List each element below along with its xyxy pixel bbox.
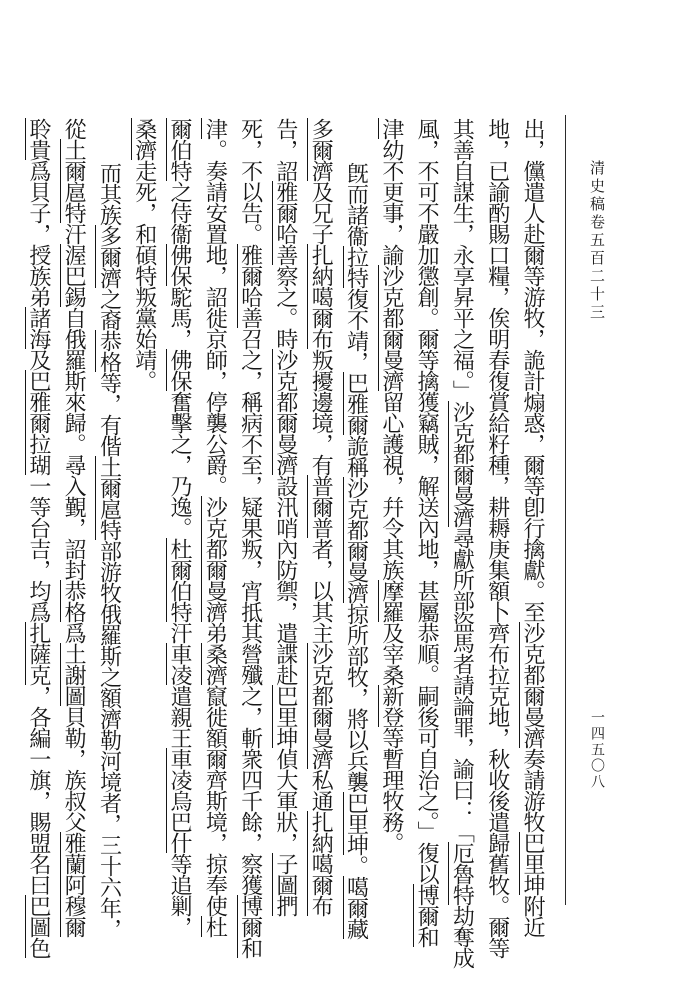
text-segment: 偵大軍狀， <box>272 748 298 853</box>
proper-name-text: 扎薩克 <box>25 622 51 685</box>
text-segment: 弟 <box>202 622 228 643</box>
text-column <box>162 118 197 937</box>
proper-name-text: 桑濟 <box>131 118 157 160</box>
proper-name-text: 津 <box>202 118 228 139</box>
proper-name-text: 厄魯特 <box>449 842 475 905</box>
text-segment: 復不靖， <box>343 288 369 372</box>
proper-name-text: 爾伯特 <box>167 118 193 181</box>
text-segment: 死，不以告。 <box>237 118 263 244</box>
text-segment: 劫奪成 <box>449 905 475 968</box>
text-segment: 貝勒，族叔父 <box>61 706 87 832</box>
text-segment: 者，以其主 <box>308 538 334 643</box>
text-segment: 詭稱 <box>343 435 369 477</box>
proper-name-text: 多爾濟 <box>308 118 334 181</box>
proper-name-text: 扎納噶爾布 <box>308 244 334 349</box>
text-segment: 汗 <box>167 622 193 643</box>
header-divider-rule <box>565 115 566 905</box>
proper-name-text: 雅爾哈善 <box>237 244 263 328</box>
proper-name-text: 沙克都爾曼濟 <box>449 401 475 527</box>
text-segment: 察之。時 <box>272 265 298 349</box>
text-column <box>444 118 479 968</box>
text-segment: 幼不更事，諭 <box>378 139 404 265</box>
proper-name-text: 巴里坤 <box>520 832 545 895</box>
text-segment: 汗 <box>61 223 87 244</box>
proper-name-text: 車凌 <box>167 643 193 685</box>
proper-name-text: 雅蘭阿穆爾 <box>61 832 87 937</box>
text-segment: 部游牧俄羅斯之額濟勒河境者，三十六年， <box>96 540 122 939</box>
proper-name-text: 杜爾伯特 <box>167 538 193 622</box>
text-segment: 掠所部牧，將以兵襲 <box>343 603 369 792</box>
proper-name-text: 沙克都爾曼濟 <box>202 496 228 622</box>
text-segment: 附近 <box>520 895 545 937</box>
text-segment: 。 <box>343 855 369 876</box>
text-column <box>268 118 303 918</box>
proper-name-text: 雅爾哈善 <box>272 181 298 265</box>
text-column <box>338 118 373 939</box>
text-segment: 設汛哨內防禦，遣諜赴 <box>272 475 298 685</box>
proper-name-text: 津 <box>378 118 404 139</box>
text-segment: 爲貝子，授族弟 <box>25 160 51 307</box>
page-number: 一四五〇八 <box>589 710 605 790</box>
text-segment: 及兄子 <box>308 181 334 244</box>
proper-name-text: 摩羅 <box>378 580 404 622</box>
proper-name-text: 桑濟 <box>202 643 228 685</box>
proper-name-text: 博爾和 <box>237 895 263 958</box>
text-column <box>515 118 550 937</box>
text-column <box>374 118 409 918</box>
proper-name-text: 沙克都爾曼濟 <box>343 477 369 603</box>
text-segment: 旣而諸衞 <box>343 162 369 246</box>
proper-name-text: 沙克都爾曼濟 <box>272 349 298 475</box>
text-column <box>303 118 338 918</box>
proper-name-text: 土爾扈特 <box>96 456 122 540</box>
text-segment: 之侍衞 <box>167 181 193 244</box>
text-segment: 遣親王 <box>167 685 193 748</box>
text-segment: 地，已諭酌賜口糧，俟明春復賞給籽種，耕耨庚集額卜齊布拉克地，秋收後遣歸舊牧。爾等 <box>484 118 510 958</box>
text-segment: 告，詔 <box>272 118 298 181</box>
text-segment: 等暫理牧務。 <box>378 727 404 853</box>
text-segment: 及宰桑 <box>378 622 404 685</box>
proper-name-text: 多爾濟 <box>96 225 122 288</box>
proper-name-text: 沙克都爾曼濟 <box>378 265 404 391</box>
text-segment: 留心護視，幷令其族 <box>378 391 404 580</box>
text-segment: ，各編一旗，賜盟名曰 <box>25 685 51 895</box>
proper-name-text: 巴雅爾拉瑚 <box>25 370 51 475</box>
text-segment: 等，有偕 <box>96 372 122 456</box>
proper-name-text: 博爾和 <box>414 884 440 947</box>
proper-name-text: 噶爾藏 <box>343 876 369 939</box>
proper-name-text: 沙克都爾曼濟 <box>308 643 334 769</box>
proper-name-text: 諸海 <box>25 307 51 349</box>
proper-name-text: 扎納噶爾布 <box>308 811 334 916</box>
proper-name-text: 巴圖色 <box>25 895 51 958</box>
text-segment: 尋獻所部盜馬者請論罪，諭曰：「 <box>449 527 475 842</box>
text-segment: 及 <box>25 349 51 370</box>
text-segment: 等追剿， <box>167 853 193 937</box>
proper-name-text: 巴雅爾 <box>343 372 369 435</box>
proper-name-text: 新登 <box>378 685 404 727</box>
text-segment: 奏請游牧 <box>520 748 545 832</box>
text-segment: 自俄羅斯來歸。尋入覲，詔封 <box>61 307 87 580</box>
text-segment: 叛擾邊境，有 <box>308 349 334 475</box>
proper-name-text: 子圖捫 <box>272 853 298 916</box>
running-header-title: 清史稿卷五百二十三 <box>588 160 606 322</box>
text-segment: 駝馬， <box>167 286 193 349</box>
proper-name-text: 聆貴 <box>25 118 51 160</box>
text-segment: 風，不可不嚴加懲創。爾等擒獲竊賊，解送內地，甚屬恭順。嗣後可自治之。」復以 <box>414 118 440 884</box>
proper-name-text: 拉特 <box>343 246 369 288</box>
text-column <box>91 118 126 939</box>
proper-name-text: 佛保 <box>167 244 193 286</box>
proper-name-text: 杜 <box>202 916 228 937</box>
proper-name-text: 巴里坤 <box>272 685 298 748</box>
text-segment: 走死，和碩特叛黨始靖。 <box>131 160 157 391</box>
proper-name-text: 車凌烏巴什 <box>167 748 193 853</box>
proper-name-text: 巴里坤 <box>343 792 369 855</box>
proper-name-text: 渥巴錫 <box>61 244 87 307</box>
text-segment: 而其族 <box>96 162 122 225</box>
text-segment: 。奏請安置地，詔徙京師，停襲公爵。 <box>202 139 228 496</box>
text-segment: 竄徙額爾齊斯境，掠奉使 <box>202 685 228 916</box>
text-column <box>409 118 444 947</box>
text-column <box>21 118 56 958</box>
text-column <box>56 118 91 937</box>
main-text-block <box>25 118 550 968</box>
text-segment: 其善自謀生，永享昇平之福。」 <box>449 118 475 401</box>
text-segment: 爲 <box>61 622 87 643</box>
proper-name-text: 土謝圖 <box>61 643 87 706</box>
text-segment: 奮擊之，乃逸。 <box>167 391 193 538</box>
text-column <box>232 118 267 958</box>
text-column <box>126 118 161 918</box>
text-segment: 一等台吉，均爲 <box>25 475 51 622</box>
proper-name-text: 佛保 <box>167 349 193 391</box>
proper-name-text: 恭格 <box>96 330 122 372</box>
text-segment: 私通 <box>308 769 334 811</box>
proper-name-text: 沙克都爾曼濟 <box>520 622 545 748</box>
proper-name-text: 恭格 <box>61 580 87 622</box>
proper-name-text: 土爾扈特 <box>61 139 87 223</box>
proper-name-text: 普爾普 <box>308 475 334 538</box>
text-column <box>479 118 514 958</box>
text-segment: 之裔 <box>96 288 122 330</box>
text-column <box>197 118 232 937</box>
text-segment: 從 <box>61 118 87 139</box>
text-segment: 出，儻遣人赴爾等游牧，詭計煽惑，爾等卽行擒獻。至 <box>520 118 545 622</box>
text-segment: 召之，稱病不至，疑果叛，宵抵其營殲之，斬衆四千餘，察獲 <box>237 328 263 895</box>
